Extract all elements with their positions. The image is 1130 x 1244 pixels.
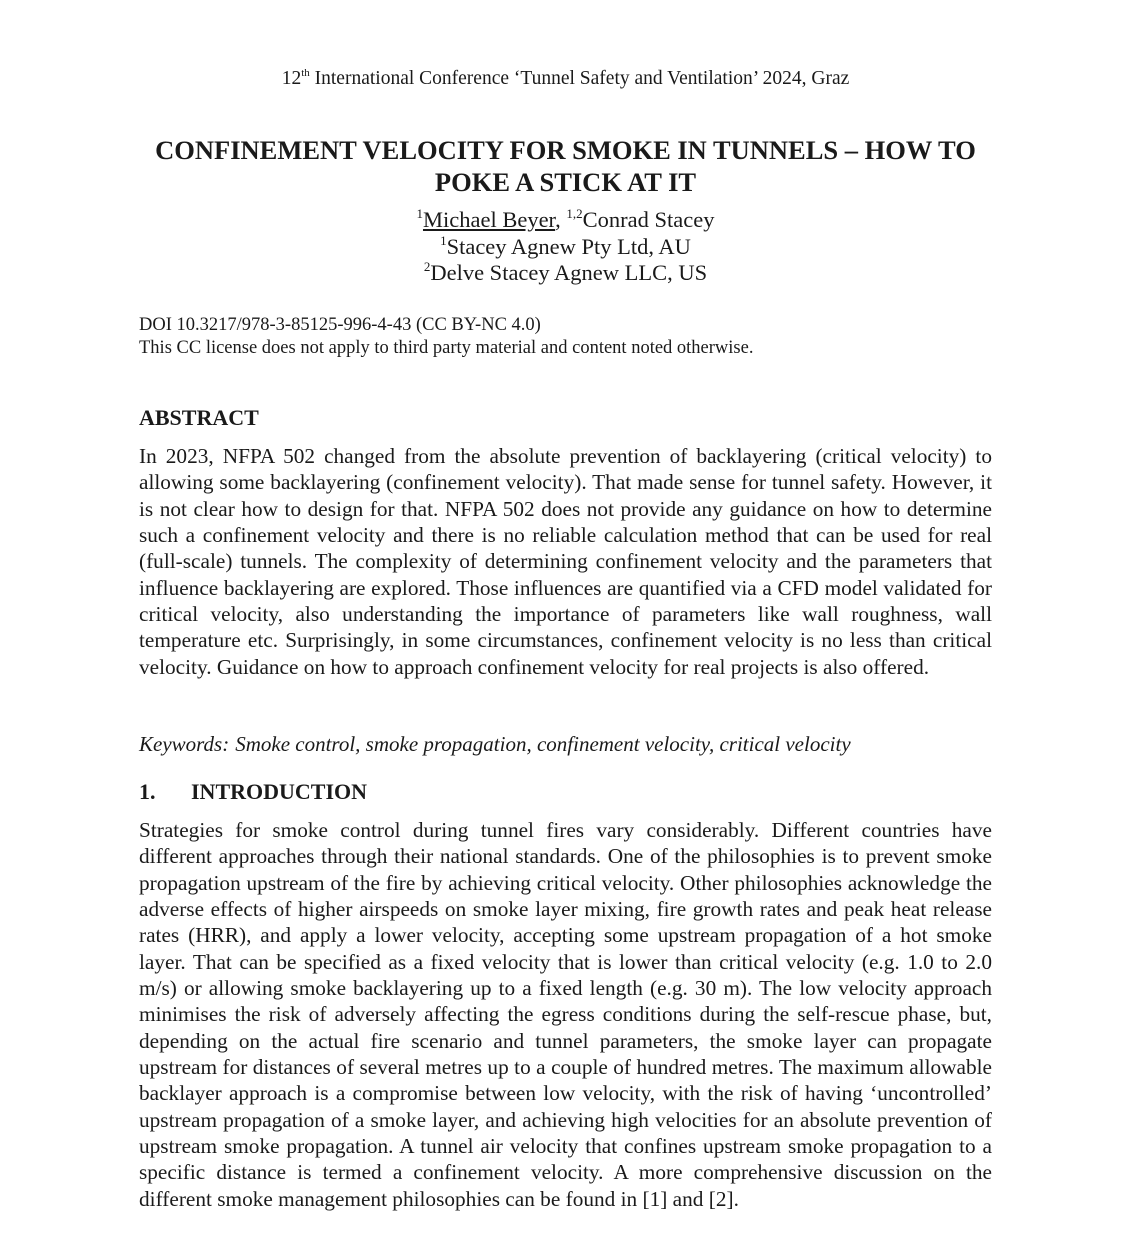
conference-edition-suffix: th (301, 67, 310, 79)
keywords-line (139, 731, 992, 757)
section-number: 1. (139, 779, 156, 804)
author2-affiliation-mark: 1,2 (566, 206, 583, 221)
affiliation-1-mark: 1 (440, 232, 447, 248)
conference-name: International Conference ‘Tunnel Safety and Ventilation’ 2024, Graz (309, 68, 850, 89)
author1-affiliation-mark: 1 (416, 206, 423, 221)
abstract-text: In 2023, NFPA 502 changed from the absolute prevention of backlayering (critical velocity) to allowing some backlayering (confinement velocity). That made sense for tunnel safety. However, it is not clear how to design for that. NFPA 502 does not provide any guidance on how to determine such a confinement velocity and there is no reliable calculation method that can be used for real (full-scale) tunnels. The complexity of determining confinement velocity and the parameters that influence backlayering are explored. Those influences are quantified via a CFD model validated for critical velocity, also understanding the importance of parameters like wall roughness, wall temperature etc. Surprisingly, in some circumstances, confinement velocity is no less than critical velocity. Guidance on how to approach confinement velocity for real projects is also offered. (139, 444, 992, 679)
affiliation-1-text: Stacey Agnew Pty Ltd, AU (446, 233, 691, 259)
introduction-text: Strategies for smoke control during tunnel fires vary considerably. Different countries have different approaches through their national standards. One of the philosophies is to prevent smoke propagation upstream of the fire by achieving critical velocity. Other philosophies acknowledge the adverse effects of higher airspeeds on smoke layer mixing, fire growth rates and peak heat release rates (HRR), and apply a lower velocity, accepting some upstream propagation of a hot smoke layer. That can be specified as a fixed velocity that is lower than critical velocity (e.g. 1.0 to 2.0 m/s) or allowing smoke backlayering up to a fixed length (e.g. 30 m). The low velocity approach minimises the risk of adversely affecting the egress conditions during the self-rescue phase, but, depending on the actual fire scenario and tunnel parameters, the smoke layer can propagate upstream for distances of several metres up to a couple of hundred metres. The maximum allowable backlayer approach is a compromise between low velocity, with the risk of having ‘uncontrolled’ upstream propagation of a smoke layer, and achieving high velocities for an absolute prevention of upstream smoke propagation. A tunnel air velocity that confines upstream smoke propagation to a specific distance is termed a confinement velocity. A more comprehensive discussion on the different smoke management philosophies can be found in [1] and [2]. (139, 818, 992, 1211)
conference-edition: 12 (281, 68, 302, 89)
affiliation-2-text: Delve Stacey Agnew LLC, US (430, 260, 708, 285)
affiliation-1 (139, 234, 992, 261)
keywords-label: Keywords: (139, 732, 230, 756)
author-separator: , (555, 207, 567, 232)
license-note: This CC license does not apply to third party material and content noted otherwise. (139, 338, 754, 358)
author2-name: Conrad Stacey (582, 207, 715, 232)
doi-line: DOI 10.3217/978-3-85125-996-4-43 (CC BY-NC 4.0) (139, 315, 541, 335)
keywords-text: Smoke control, smoke propagation, confinement velocity, critical velocity (235, 732, 851, 756)
conference-header (139, 66, 992, 92)
affiliation-2-mark: 2 (423, 259, 431, 274)
section-title: INTRODUCTION (191, 779, 368, 804)
paper-title: CONFINEMENT VELOCITY FOR SMOKE IN TUNNELS – HOW TO POKE A STICK AT IT (155, 135, 976, 197)
author-line (139, 207, 992, 234)
abstract-heading: ABSTRACT (139, 405, 259, 430)
doi-block (139, 314, 992, 360)
author-block (139, 207, 992, 287)
affiliation-2 (139, 260, 992, 287)
introduction-heading (139, 779, 367, 805)
author1-name[interactable]: Michael Beyer (422, 207, 556, 232)
